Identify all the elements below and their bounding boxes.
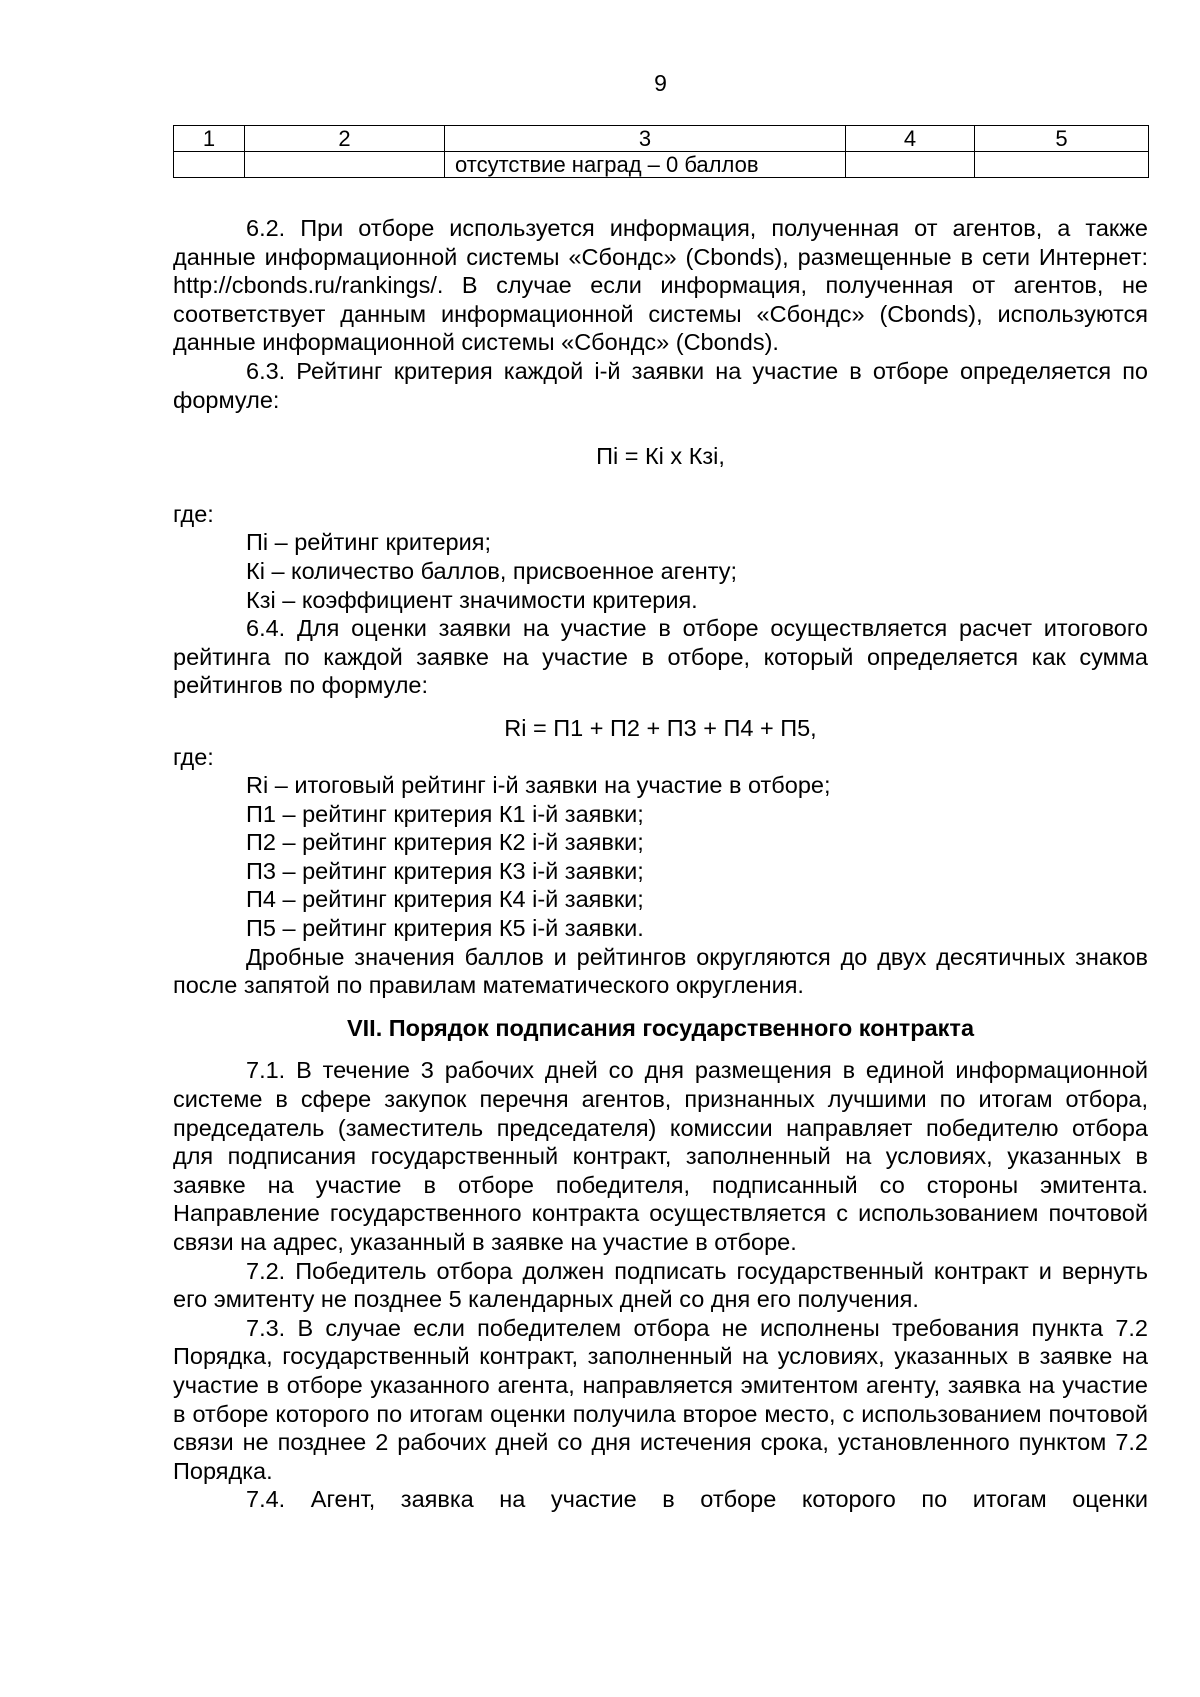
paragraph-7-1: 7.1. В течение 3 рабочих дней со дня размещения в единой информационной системе в сфере закупок перечня агентов, признанных лучшими по итогам отбора, председатель (заместитель председателя) комиссии направляет победителю отбора для подписания государственный контракт, заполненный на условиях, указанных в заявке на участие в отборе победителя, подписанный со стороны эмитента. Направление государственного контракта осуществляется с использованием почтовой связи на адрес, указанный в заявке на участие в отборе.: [173, 1057, 1148, 1255]
table-header-cell: 5: [975, 126, 1149, 152]
criteria-table-fragment: [173, 125, 1149, 178]
table-header-cell: 2: [245, 126, 445, 152]
definition-item: Ri – итоговый рейтинг i-й заявки на участие в отборе;: [246, 772, 831, 799]
table-header-cell: 4: [846, 126, 975, 152]
formula-criterion-rating: Пi = Кi x Кзi,: [596, 443, 725, 470]
paragraph-7-2: 7.2. Победитель отбора должен подписать государственный контракт и вернуть его эмитенту не позднее 5 календарных дней со дня его получения.: [173, 1257, 1148, 1313]
definition-item: П3 – рейтинг критерия К3 i-й заявки;: [246, 857, 644, 884]
paragraph-6-4: 6.4. Для оценки заявки на участие в отборе осуществляется расчет итогового рейтинга по каждой заявке на участие в отборе, который определяется как сумма рейтингов по формуле:: [173, 615, 1148, 699]
paragraph-7-4: 7.4. Агент, заявка на участие в отборе которого по итогам оценки: [246, 1486, 1148, 1513]
table-header-row: [174, 126, 1149, 152]
definition-item: Кi – количество баллов, присвоенное агенту;: [246, 557, 738, 584]
where-label: где:: [173, 743, 214, 770]
table-row: [174, 152, 1149, 178]
table-header-cell: 1: [174, 126, 245, 152]
table-header-cell: 3: [445, 126, 846, 152]
where-label: где:: [173, 500, 214, 527]
definition-item: П5 – рейтинг критерия К5 i-й заявки.: [246, 915, 644, 942]
paragraph-6-3: 6.3. Рейтинг критерия каждой i-й заявки на участие в отборе определяется по формуле:: [173, 357, 1148, 413]
paragraph-6-2: 6.2. При отборе используется информация, полученная от агентов, а также данные информационной системы «Сбондс» (Cbonds), размещенные в сети Интернет: http://cbonds.ru/rankings/. В случае если информация, полученная от агентов, не соответствует данным информационной системы «Сбондс» (Cbonds), используются данные информационной системы «Сбондс» (Cbonds).: [173, 215, 1148, 356]
page-number: 9: [654, 70, 667, 96]
table-cell: отсутствие наград – 0 баллов: [445, 152, 846, 178]
table-cell: [975, 152, 1149, 178]
definition-item: Пi – рейтинг критерия;: [246, 529, 491, 556]
definition-item: П4 – рейтинг критерия К4 i-й заявки;: [246, 886, 644, 913]
paragraph-rounding: Дробные значения баллов и рейтингов округляются до двух десятичных знаков после запятой по правилам математического округления.: [173, 943, 1148, 999]
table-cell: [846, 152, 975, 178]
definition-item: П2 – рейтинг критерия К2 i-й заявки;: [246, 829, 644, 856]
definition-item: Кзi – коэффициент значимости критерия.: [246, 586, 698, 613]
definition-item: П1 – рейтинг критерия К1 i-й заявки;: [246, 800, 644, 827]
formula-total-rating: Ri = П1 + П2 + П3 + П4 + П5,: [504, 714, 817, 741]
paragraph-7-3: 7.3. В случае если победителем отбора не исполнены требования пункта 7.2 Порядка, государственный контракт, заполненный на условиях, указанных в заявке на участие в отборе указанного агента, направляется эмитентом агенту, заявка на участие в отборе которого по итогам оценки получила второе место, с использованием почтовой связи не позднее 2 рабочих дней со дня истечения срока, установленного пунктом 7.2 Порядка.: [173, 1314, 1148, 1484]
document-body: [173, 214, 1148, 1514]
section-7-heading: VII. Порядок подписания государственного контракта: [346, 1014, 975, 1041]
table-cell: [174, 152, 245, 178]
table-cell: [245, 152, 445, 178]
